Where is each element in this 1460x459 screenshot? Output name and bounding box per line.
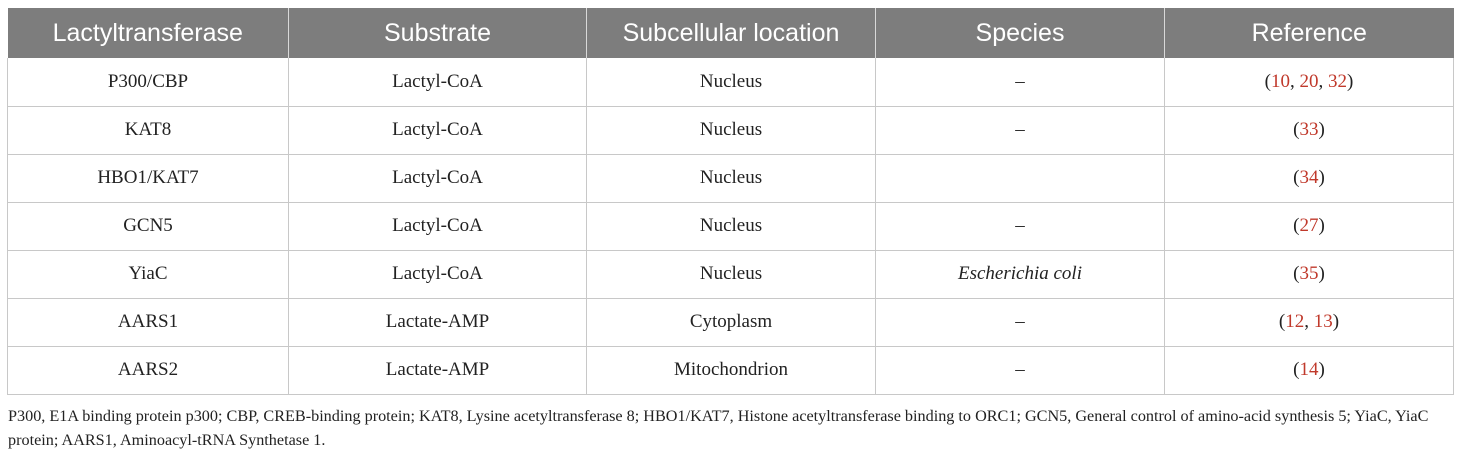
cell-substrate: Lactyl-CoA <box>289 58 587 106</box>
cell-location: Nucleus <box>587 154 876 202</box>
cell-reference: (14) <box>1165 346 1454 394</box>
reference-link[interactable]: 32 <box>1328 70 1347 92</box>
reference-link[interactable]: 33 <box>1299 119 1319 140</box>
cell-enzyme: P300/CBP <box>8 58 289 106</box>
reference-link[interactable]: 12 <box>1285 311 1305 332</box>
cell-species: – <box>876 106 1165 154</box>
cell-reference: (12, 13) <box>1165 298 1454 346</box>
header-lactyltransferase: Lactyltransferase <box>52 18 243 47</box>
cell-enzyme: GCN5 <box>8 202 289 250</box>
cell-location: Cytoplasm <box>587 298 876 346</box>
reference-link[interactable]: 13 <box>1313 311 1333 332</box>
cell-species: – <box>876 346 1165 394</box>
cell-species: – <box>876 298 1165 346</box>
reference-link[interactable]: 35 <box>1299 263 1319 284</box>
cell-species: Escherichia coli <box>876 250 1165 298</box>
lactyltransferase-table-container <box>7 8 1453 395</box>
cell-enzyme: KAT8 <box>8 106 289 154</box>
cell-species: – <box>876 58 1165 106</box>
cell-substrate: Lactyl-CoA <box>289 202 587 250</box>
cell-location: Nucleus <box>587 202 876 250</box>
table-footnote: P300, E1A binding protein p300; CBP, CREB-binding protein; KAT8, Lysine acetyltransferase 8; HBO1/KAT7, Histone acetyltransferase binding to ORC1; GCN5, General control of amino-acid synthesis 5; YiaC, YiaC protein; AARS1, Aminoacyl-tRNA Synthetase 1. <box>8 407 1429 449</box>
header-reference: Reference <box>1165 8 1454 58</box>
table-row <box>8 58 1454 106</box>
cell-substrate: Lactate-AMP <box>289 298 587 346</box>
cell-location: Nucleus <box>587 58 876 106</box>
reference-link[interactable]: 14 <box>1299 359 1319 380</box>
cell-location: Nucleus <box>587 250 876 298</box>
table-row <box>8 346 1454 394</box>
cell-reference: (33) <box>1165 106 1454 154</box>
table-row <box>8 298 1454 346</box>
header-species: Species <box>876 8 1165 58</box>
cell-substrate: Lactate-AMP <box>289 346 587 394</box>
reference-link[interactable]: 27 <box>1299 215 1319 236</box>
cell-reference: (10, 20, 32) <box>1165 58 1454 106</box>
cell-enzyme: AARS2 <box>8 346 289 394</box>
cell-location: Nucleus <box>587 106 876 154</box>
header-substrate: Substrate <box>289 8 587 58</box>
table-body <box>8 58 1454 394</box>
cell-substrate: Lactyl-CoA <box>289 154 587 202</box>
lactyltransferase-table <box>7 8 1454 395</box>
cell-substrate: Lactyl-CoA <box>289 250 587 298</box>
table-header-row <box>8 8 1454 58</box>
table-row <box>8 154 1454 202</box>
cell-enzyme: YiaC <box>8 250 289 298</box>
table-row <box>8 106 1454 154</box>
reference-link[interactable]: 10 <box>1271 70 1290 92</box>
cell-enzyme: AARS1 <box>8 298 289 346</box>
reference-link[interactable]: 34 <box>1299 167 1319 188</box>
reference-link[interactable]: 20 <box>1299 70 1319 92</box>
cell-substrate: Lactyl-CoA <box>289 106 587 154</box>
cell-reference: (27) <box>1165 202 1454 250</box>
cell-enzyme: HBO1/KAT7 <box>8 154 289 202</box>
table-row <box>8 250 1454 298</box>
cell-reference: (35) <box>1165 250 1454 298</box>
cell-species <box>876 154 1165 202</box>
table-row <box>8 202 1454 250</box>
cell-species: – <box>876 202 1165 250</box>
header-subcellular-location: Subcellular location <box>587 8 876 58</box>
cell-location: Mitochondrion <box>587 346 876 394</box>
cell-reference: (34) <box>1165 154 1454 202</box>
